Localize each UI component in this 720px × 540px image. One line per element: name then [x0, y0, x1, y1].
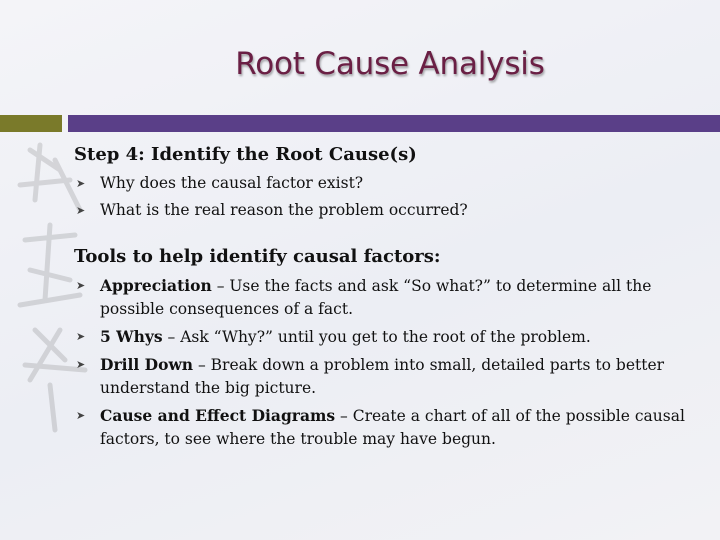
list-item-text: Why does the causal factor exist? — [100, 174, 364, 192]
list-item — [74, 404, 714, 451]
header-band-purple — [68, 115, 720, 132]
arrow-bullet-icon: ➤ — [76, 204, 86, 217]
arrow-bullet-icon: ➤ — [76, 330, 86, 343]
tool-term: Appreciation — [100, 276, 212, 295]
arrow-bullet-icon: ➤ — [76, 177, 86, 190]
list-item — [74, 274, 714, 321]
tools-bullet-list — [74, 274, 714, 451]
list-item — [74, 172, 714, 195]
tool-description: – Use the facts and ask “So what?” to determine all the possible consequences of a fact. — [100, 277, 652, 318]
tool-term: 5 Whys — [100, 327, 163, 346]
step-heading: Step 4: Identify the Root Cause(s) — [74, 144, 417, 165]
tool-description: – Create a chart of all of the possible causal factors, to see where the trouble may have begun. — [100, 407, 685, 448]
tool-description: – Ask “Why?” until you get to the root of the problem. — [162, 328, 591, 346]
slide-content — [74, 142, 714, 451]
header-band-olive — [0, 115, 62, 132]
arrow-bullet-icon: ➤ — [76, 279, 86, 292]
slide-title: Root Cause Analysis — [235, 46, 545, 82]
tool-term: Drill Down — [100, 355, 194, 374]
tools-heading: Tools to help identify causal factors: — [74, 246, 441, 267]
arrow-bullet-icon: ➤ — [76, 409, 86, 422]
arrow-bullet-icon: ➤ — [76, 358, 86, 371]
step-bullet-list — [74, 172, 714, 222]
tool-description: – Break down a problem into small, detailed parts to better understand the big picture. — [100, 356, 665, 397]
tool-term: Cause and Effect Diagrams — [100, 406, 336, 425]
list-item — [74, 325, 714, 349]
list-item — [74, 199, 714, 222]
list-item — [74, 353, 714, 400]
list-item-text: What is the real reason the problem occurred? — [100, 201, 468, 219]
